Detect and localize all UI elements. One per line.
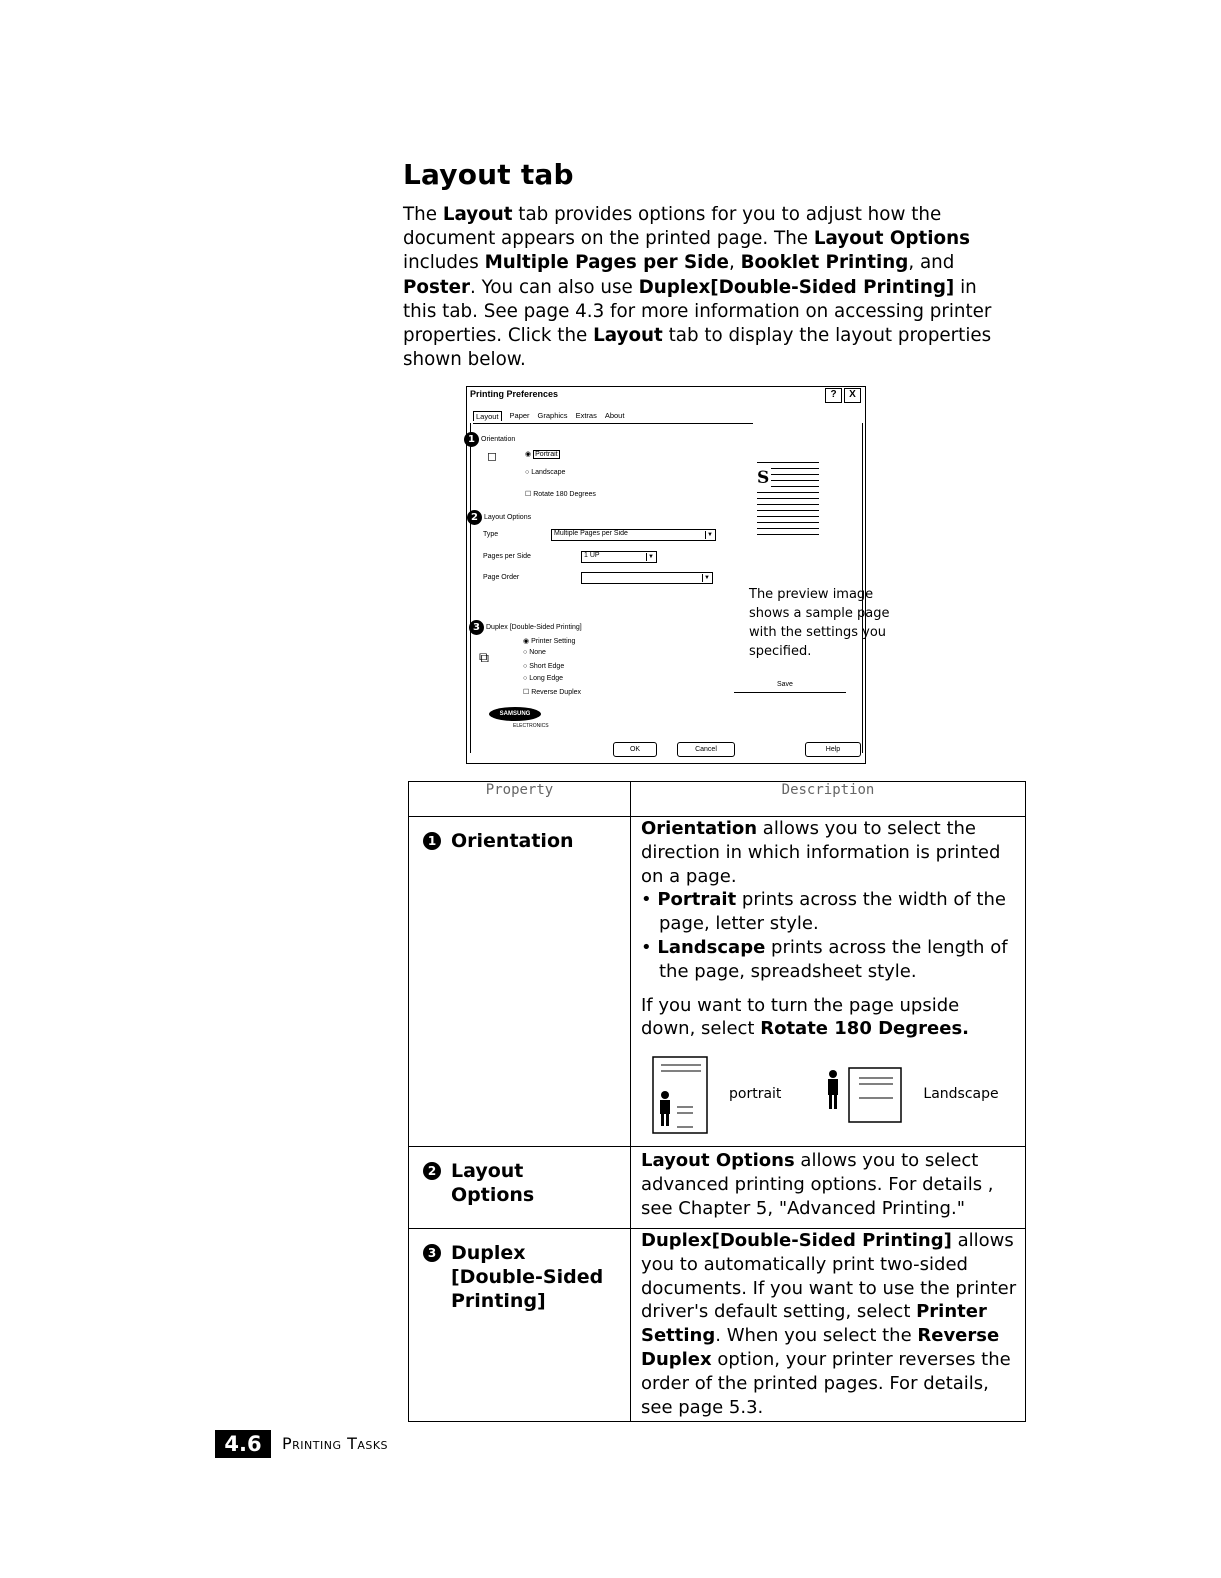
description-cell: [631, 817, 1026, 1147]
property-label: Duplex [Double-Sided Printing]: [451, 1242, 604, 1312]
desc-text: . When you select the: [715, 1325, 918, 1347]
preview-image: [753, 462, 843, 562]
number-badge: 3: [423, 1244, 441, 1262]
list-item: • Landscape prints across the length of the page, spreadsheet style.: [641, 936, 1008, 982]
intro-text: in this tab. See page 4.3 for more information on accessing printer properties. Click the: [403, 276, 992, 347]
desc-text: If you want to turn the page upside down, select: [641, 994, 960, 1040]
property-label: Layout Options: [451, 1160, 535, 1206]
property-cell: [409, 1147, 631, 1229]
properties-table: [408, 781, 1026, 1422]
header-description: Description: [631, 782, 1026, 817]
description-cell: [631, 1229, 1026, 1422]
desc-note: [641, 994, 1017, 1042]
tab-extras[interactable]: Extras: [575, 411, 597, 420]
portrait-radio[interactable]: ◉ Portrait: [525, 451, 558, 458]
desc-bold: Printer Setting: [641, 1301, 987, 1347]
long-edge-radio[interactable]: ○ Long Edge: [523, 675, 564, 682]
intro-text: tab to display the layout properties shown below.: [403, 325, 992, 371]
description-cell: [631, 1147, 1026, 1229]
property-name: [409, 1147, 630, 1207]
long-edge-label: Long Edge: [529, 675, 564, 682]
landscape-figure-icon: [819, 1064, 905, 1126]
type-label: Type: [483, 531, 499, 538]
type-value: Multiple Pages per Side: [554, 530, 628, 537]
dialog-title: Printing Preferences: [470, 389, 559, 399]
desc-text: prints across the length of the page, spreadsheet style.: [659, 936, 1008, 982]
help-button[interactable]: Help: [805, 742, 861, 757]
tab-about[interactable]: About: [604, 411, 625, 420]
section-heading: Layout tab: [403, 158, 574, 191]
property-label: Orientation: [451, 830, 574, 852]
type-dropdown[interactable]: [551, 529, 716, 541]
rotate-checkbox[interactable]: ☐ Rotate 180 Degrees: [525, 491, 596, 498]
pages-per-side-value: 1 UP: [584, 552, 600, 559]
intro-bold: Duplex[Double-Sided Printing]: [638, 276, 955, 298]
desc-para: [641, 817, 1017, 888]
table-row: [409, 1147, 1026, 1229]
title-buttons: [825, 388, 861, 403]
portrait-figure-icon: [649, 1055, 711, 1135]
number-badge: 1: [423, 832, 441, 850]
intro-bold: Booklet Printing: [740, 252, 909, 274]
intro-text: includes: [403, 252, 485, 274]
duplex-group-label: Duplex [Double-Sided Printing]: [486, 624, 582, 631]
property-name: [409, 1229, 630, 1313]
duplex-icon: ⧉: [479, 649, 489, 665]
layout-options-group-label: Layout Options: [484, 514, 532, 521]
landscape-caption: Landscape: [923, 1086, 999, 1103]
landscape-radio[interactable]: ○ Landscape: [525, 469, 566, 476]
preview-letter-icon: S: [757, 468, 770, 488]
intro-paragraph: [403, 203, 1013, 372]
intro-bold: Multiple Pages per Side: [484, 252, 729, 274]
table-row: [409, 817, 1026, 1147]
intro-text: The: [403, 204, 443, 225]
none-label: None: [529, 649, 546, 656]
desc-text: option, your printer reverses the order of the printed pages. For details, see page 5.3.: [641, 1348, 1011, 1418]
desc-bold: Reverse Duplex: [641, 1325, 1000, 1370]
desc-bold: Portrait: [657, 889, 737, 911]
intro-text: , and: [908, 252, 955, 274]
desc-bold: Landscape: [657, 936, 766, 958]
rotate-label: Rotate 180 Degrees: [533, 491, 596, 498]
pages-per-side-dropdown[interactable]: [581, 551, 657, 563]
chevron-down-icon: ▼: [705, 531, 714, 539]
intro-text: . You can also use: [470, 276, 639, 298]
desc-text: allows you to automatically print two-sided documents. If you want to use the printer driver's default setting, select: [641, 1230, 1017, 1323]
section-footer: Printing Tasks: [282, 1434, 389, 1453]
portrait-label: Portrait: [535, 451, 558, 458]
logo-subtext: ELECTRONICS: [513, 723, 549, 729]
reverse-duplex-label: Reverse Duplex: [531, 689, 582, 696]
property-cell: [409, 817, 631, 1147]
description-text: [631, 1147, 1025, 1220]
pages-per-side-label: Pages per Side: [483, 553, 531, 560]
table-header-row: [409, 782, 1026, 817]
page-number: 4.6: [215, 1430, 271, 1458]
close-icon[interactable]: X: [844, 388, 861, 403]
none-radio[interactable]: ○ None: [523, 649, 546, 656]
printing-preferences-dialog: [466, 386, 890, 764]
samsung-logo: SAMSUNG: [489, 707, 541, 721]
desc-bold: Layout Options: [641, 1150, 795, 1171]
desc-bold: Orientation: [641, 818, 758, 839]
property-cell: [409, 1229, 631, 1422]
cancel-button[interactable]: Cancel: [677, 742, 735, 757]
callout-badge-2: 2: [467, 510, 482, 525]
reverse-duplex-checkbox[interactable]: ☐ Reverse Duplex: [523, 689, 582, 696]
intro-bold: Layout: [593, 325, 663, 347]
description-text: [631, 817, 1025, 1135]
callout-badge-3: 3: [469, 620, 484, 635]
list-item: • Portrait prints across the width of the page, letter style.: [641, 889, 1006, 935]
desc-bold: Rotate 180 Degrees.: [760, 1018, 969, 1040]
preview-caption: The preview image shows a sample page with the settings you specified.: [749, 587, 890, 659]
short-edge-label: Short Edge: [529, 663, 565, 670]
page-orientation-icon: ◻: [487, 449, 497, 463]
help-icon[interactable]: ?: [825, 388, 842, 403]
page-order-label: Page Order: [483, 574, 520, 581]
ok-button[interactable]: OK: [613, 742, 657, 757]
header-property: Property: [409, 782, 631, 817]
chevron-down-icon: ▼: [702, 574, 711, 582]
intro-bold: Poster: [403, 276, 470, 298]
orientation-figures: [649, 1055, 1017, 1135]
intro-bold: Layout Options: [813, 228, 970, 250]
intro-text: tab provides options for you to adjust how the document appears on the printed page. The: [403, 204, 942, 250]
tab-paper[interactable]: Paper: [509, 411, 530, 420]
desc-text: allows you to select advanced printing options. For details , see Chapter 5, "Advanced Printing.": [641, 1150, 994, 1219]
landscape-label: Landscape: [531, 469, 566, 476]
intro-text: ,: [728, 252, 741, 274]
number-badge: 2: [423, 1162, 441, 1180]
tab-graphics[interactable]: Graphics: [537, 411, 568, 420]
desc-list: [641, 888, 1017, 983]
desc-bold: Duplex[Double-Sided Printing]: [641, 1230, 952, 1251]
intro-bold: Layout: [442, 204, 513, 225]
printer-setting-label: Printer Setting: [531, 638, 576, 645]
page-order-dropdown[interactable]: [581, 572, 713, 584]
orientation-group-label: Orientation: [481, 436, 516, 443]
tab-layout[interactable]: Layout: [473, 411, 502, 421]
table-row: [409, 1229, 1026, 1422]
chevron-down-icon: ▼: [646, 553, 655, 561]
printer-setting-radio[interactable]: ◉ Printer Setting: [523, 638, 576, 645]
callout-badge-1: 1: [464, 432, 479, 447]
property-name: [409, 817, 630, 853]
description-text: [631, 1229, 1025, 1419]
desc-text: prints across the width of the page, letter style.: [659, 889, 1006, 935]
save-button[interactable]: Save: [777, 681, 793, 688]
save-underline: [734, 692, 846, 693]
short-edge-radio[interactable]: ○ Short Edge: [523, 663, 565, 670]
portrait-caption: portrait: [729, 1086, 782, 1103]
desc-text: allows you to select the direction in which information is printed on a page.: [641, 818, 1001, 887]
